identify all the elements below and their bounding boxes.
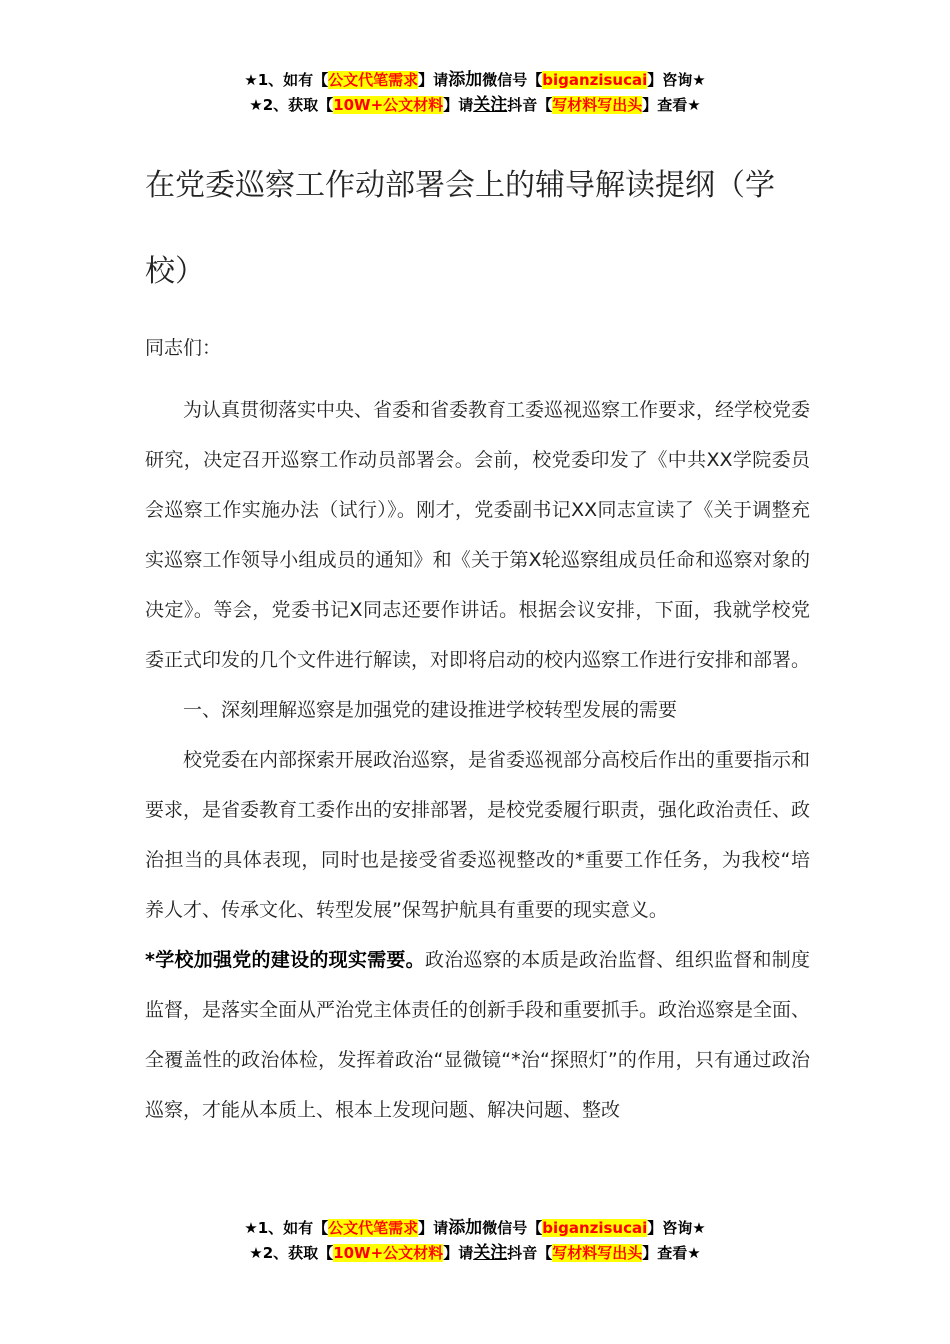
star-icon: ★ [249, 96, 263, 114]
banner-highlight-need: 公文代笔需求 [328, 1219, 419, 1237]
section-heading-1: 一、深刻理解巡察是加强党的建设推进学校转型发展的需要 [183, 699, 678, 721]
banner-line-2: ★2、获取【10W+公文材料】请关注抖音【写材料写出头】查看★ [249, 1243, 701, 1263]
star-icon: ★ [249, 1244, 263, 1262]
bold-lead: *学校加强党的建设的现实需要。 [145, 949, 425, 971]
paragraph-section-1: 校党委在内部探索开展政治巡察，是省委巡视部分高校后作出的重要指示和要求，是省委教育工委作出的安排部署，是校党委履行职责，强化政治责任、政治担当的具体表现，同时也是接受省委巡视整改的*重要工作任务，为我校“培养人才、传承文化、转型发展”保驾护航具有重要的现实意义。 [145, 749, 811, 921]
banner-highlight-douyin: 写材料写出头 [552, 1244, 643, 1262]
banner-highlight-douyin: 写材料写出头 [552, 96, 643, 114]
banner-line-1: ★1、如有【公文代笔需求】请添加微信号【biganzisucai】咨询★ [244, 1218, 706, 1238]
paragraph-practical-need: *学校加强党的建设的现实需要。政治巡察的本质是政治监督、组织监督和制度监督，是落实全面从严治党主体责任的创新手段和重要抓手。政治巡察是全面、全覆盖性的政治体检，发挥着政治“显微镜“*治“探照灯”的作用，只有通过政治巡察，才能从本质上、根本上发现问题、解决问题、整改 [145, 949, 811, 1121]
banner-highlight-wechat: biganzisucai [542, 1219, 648, 1237]
banner-highlight-materials: 10W+公文材料 [333, 1244, 444, 1262]
header-banner [0, 68, 950, 118]
star-icon: ★ [244, 71, 258, 89]
footer-banner [0, 1216, 950, 1266]
banner-line-1: ★1、如有【公文代笔需求】请添加微信号【biganzisucai】咨询★ [244, 70, 706, 90]
star-icon: ★ [244, 1219, 258, 1237]
banner-highlight-wechat: biganzisucai [542, 71, 648, 89]
banner-highlight-materials: 10W+公文材料 [333, 96, 444, 114]
banner-line-2: ★2、获取【10W+公文材料】请关注抖音【写材料写出头】查看★ [249, 95, 701, 115]
document-body [145, 385, 810, 1135]
document-title: 在党委巡察工作动部署会上的辅导解读提纲（学校） [145, 168, 775, 289]
salutation: 同志们： [145, 337, 222, 359]
paragraph-intro: 为认真贯彻落实中央、省委和省委教育工委巡视巡察工作要求，经学校党委研究，决定召开巡察工作动员部署会。会前，校党委印发了《中共XX学院委员会巡察工作实施办法（试行）》。刚才，党委副书记XX同志宣读了《关于调整充实巡察工作领导小组成员的通知》和《关于第X轮巡察组成员任命和巡察对象的决定》。等会，党委书记X同志还要作讲话。根据会议安排，下面，我就学校党委正式印发的几个文件进行解读，对即将启动的校内巡察工作进行安排和部署。 [145, 399, 811, 671]
banner-highlight-need: 公文代笔需求 [328, 71, 419, 89]
